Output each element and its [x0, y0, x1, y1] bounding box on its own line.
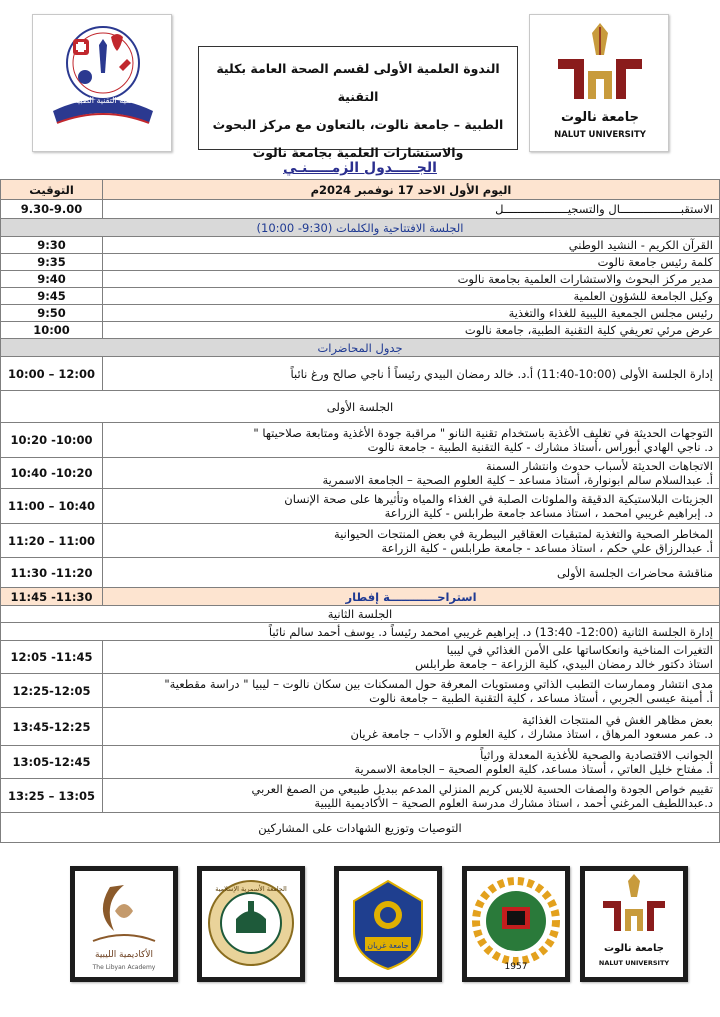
table-row: [1, 524, 720, 558]
break-row: [1, 588, 720, 606]
asmarya-university-label: الجامعة الأسمرية الإسلامية: [215, 885, 287, 893]
table-row: [1, 674, 720, 708]
lecture-title: تقييم خواص الجودة والصفات الحسية للايس كريم المنزلي المدعم ببديل طبيعي من الصمغ العربي: [251, 781, 713, 796]
day-heading: اليوم الأول الاحد 17 نوفمبر 2024م: [103, 180, 720, 200]
lecture-cell: [103, 779, 720, 813]
lecture-title: بعض مظاهر الغش في المنتجات الغذائية: [522, 712, 713, 727]
row-time: 9:45: [1, 288, 103, 305]
lecture-title: الاتجاهات الحديثة لأسباب حدوث وانتشار السمنة: [485, 459, 713, 473]
row-description: مناقشة محاضرات الجلسة الأولى: [103, 558, 720, 588]
left-logo-caption: كلية التقنية الطبية: [73, 96, 133, 105]
section-heading-row: [1, 219, 720, 237]
lecture-title: الجزيئات البلاستيكية الدقيقة والملوثات الصلبة في الغذاء والمياه وتأثيرها على صحة الإنسان: [284, 492, 713, 506]
schedule-title: الجـــــدول الزمـــــنـي: [283, 160, 437, 176]
session-one-label: الجلسة الأولى: [1, 391, 720, 423]
row-description: كلمة رئيس جامعة نالوت: [103, 254, 720, 271]
row-time: 10:40 -10:20: [1, 458, 103, 489]
session-two-chair: إدارة الجلسة الثانية (12:00- 13:40) د. إبراهيم غريبي امحمد رئيساً د. يوسف أحمد سالم نائباً: [1, 623, 720, 641]
nalut-footer-sub: NALUT UNIVERSITY: [598, 959, 670, 967]
lecture-cell: [103, 458, 720, 489]
lecture-speaker: د. إبراهيم غريبي امحمد ، استاذ مساعد جامعة طرابلس - كلية الزراعة: [384, 506, 713, 520]
lecture-title: المخاطر الصحية والتغذية لمتبقيات العقاقير البيطرية في بعض المنتجات الحيوانية: [334, 526, 713, 541]
lecture-speaker: أ. عبدالرزاق علي حكم ، استاذ مساعد - جامعة طرابلس - كلية الزراعة: [381, 540, 713, 555]
table-row: [1, 357, 720, 391]
table-row: [1, 779, 720, 813]
break-label: استراحــــــــــــة إفطار: [103, 588, 720, 606]
row-description: القرآن الكريم - النشيد الوطني: [103, 237, 720, 254]
table-row: [1, 489, 720, 524]
lecture-speaker: أ. مفتاح خليل العاتي ، أستاذ مساعد، كلية العلوم الصحية – الجامعة الاسمرية: [354, 762, 713, 776]
row-time: 11:00 – 10:40: [1, 489, 103, 524]
opening-session-heading: الجلسة الافتتاحية والكلمات (9:30- 10:00): [1, 219, 720, 237]
seminar-title-line-1: الندوة العلمية الأولى لقسم الصحة العامة بكلية التقنية: [216, 61, 500, 104]
lecture-cell: [103, 489, 720, 524]
row-description: عرض مرئي تعريفي كلية التقنية الطبية، جامعة نالوت: [103, 322, 720, 339]
libyan-academy-sub: The Libyan Academy: [92, 964, 156, 971]
row-time: 10:20 -10:00: [1, 423, 103, 458]
lecture-title: التوجهات الحديثة في تغليف الأغذية باستخدام تقنية النانو " مراقبة جودة الأغذية ومتابعة صلاحيتها ": [253, 426, 713, 440]
gharyan-university-label: جامعة غريان: [367, 941, 409, 950]
table-row: [1, 641, 720, 674]
lecture-speaker: د. عمر مسعود المرهاق ، استاذ مشارك ، كلية العلوم و الآداب – جامعة غريان: [350, 726, 713, 741]
row-time: 13:45-12:25: [1, 708, 103, 746]
row-time: 11:30 -11:20: [1, 558, 103, 588]
lecture-speaker: د.عبداللطيف المرغني أحمد ، استاذ مشارك مدرسة العلوم الصحية – الأكاديمية الليبية: [314, 795, 713, 810]
nalut-footer-label: جامعة نالوت: [604, 943, 664, 954]
row-time: 13:25 – 13:05: [1, 779, 103, 813]
session-one-chair: إدارة الجلسة الأولى (10:00-11:40) أ.د. خالد رمضان البيدي رئيساً أ ناجي صالح ورغ نائباً: [103, 357, 720, 391]
row-time: 12:25-12:05: [1, 674, 103, 708]
row-time: 11:45 -11:30: [1, 588, 103, 606]
table-row: [1, 623, 720, 641]
table-row: [1, 391, 720, 423]
table-row: [1, 813, 720, 843]
lecture-title: التغيرات المناخية وانعكاساتها على الأمن الغذائي في ليبيا: [446, 643, 713, 657]
table-row: [1, 305, 720, 322]
lecture-cell: [103, 641, 720, 674]
row-time: 9.30-9.00: [1, 200, 103, 219]
lecture-cell: [103, 524, 720, 558]
libyan-academy-label: الأكاديمية الليبية: [95, 950, 153, 960]
lecture-speaker: أ. أمينة عيسى الجربي ، أستاذ مساعد ، كلية التقنية الطبية – جامعة نالوت: [369, 690, 713, 705]
asmarya-university-logo: [197, 866, 305, 982]
table-row: [1, 271, 720, 288]
right-logo-caption-ar: جامعة نالوت: [561, 110, 639, 125]
schedule-table: [0, 179, 720, 843]
seminar-title-box: [198, 46, 518, 160]
row-time: 9:35: [1, 254, 103, 271]
seminar-title-line-3: والاستشارات العلمية بجامعة نالوت: [252, 145, 464, 160]
row-time: 10:00 – 12:00: [1, 357, 103, 391]
lecture-speaker: استاذ دكتور خالد رمضان البيدي، كلية الزراعة – جامعة طرابلس: [415, 657, 713, 671]
row-time: 9:50: [1, 305, 103, 322]
row-time: 13:05-12:45: [1, 746, 103, 779]
table-row: [1, 237, 720, 254]
table-row: [1, 180, 720, 200]
seal-year: 1957: [504, 962, 528, 972]
row-description: مدير مركز البحوث والاستشارات العلمية بجامعة نالوت: [103, 271, 720, 288]
row-time: 12:05 -11:45: [1, 641, 103, 674]
table-row: [1, 708, 720, 746]
nalut-university-logo-footer: [580, 866, 688, 982]
row-time: 11:20 – 11:00: [1, 524, 103, 558]
lecture-title: مدى انتشار وممارسات التطبب الذاتي ومستويات المعرفة حول المسكنات بين سكان نالوت – ليبيا " دراسة مقطعية": [164, 676, 713, 691]
table-row: [1, 746, 720, 779]
gharyan-university-logo: [334, 866, 442, 982]
table-row: [1, 423, 720, 458]
medical-technology-college-logo: [32, 14, 172, 152]
lecture-cell: [103, 746, 720, 779]
lecture-title: الجوانب الاقتصادية والصحية للأغذية المعدلة وراثياً: [480, 748, 713, 762]
table-row: [1, 558, 720, 588]
row-time: 9:40: [1, 271, 103, 288]
table-row: [1, 200, 720, 219]
section-heading-row: [1, 339, 720, 357]
time-column-heading: التوقيت: [1, 180, 103, 200]
table-row: [1, 288, 720, 305]
row-description: رئيس مجلس الجمعية الليبية للغذاء والتغذية: [103, 305, 720, 322]
row-description: وكيل الجامعة للشؤون العلمية: [103, 288, 720, 305]
partner-logos: [0, 866, 720, 984]
lecture-cell: [103, 423, 720, 458]
header: [0, 14, 720, 160]
session-two-label: الجلسة الثانية: [1, 606, 720, 623]
table-row: [1, 322, 720, 339]
university-seal-logo: [462, 866, 570, 982]
table-row: [1, 458, 720, 489]
table-row: [1, 606, 720, 623]
seminar-title-line-2: الطبية – جامعة نالوت، بالتعاون مع مركز البحوث: [212, 117, 504, 132]
row-time: 10:00: [1, 322, 103, 339]
lecture-cell: [103, 708, 720, 746]
lectures-heading: جدول المحاضرات: [1, 339, 720, 357]
closing-recommendations: التوصيات وتوزيع الشهادات على المشاركين: [1, 813, 720, 843]
lecture-speaker: د. ناجي الهادي أبوراس ،أستاذ مشارك - كلية التقنية الطبية - جامعة نالوت: [367, 440, 713, 454]
lecture-cell: [103, 674, 720, 708]
nalut-university-logo: [529, 14, 669, 152]
row-time: 9:30: [1, 237, 103, 254]
table-row: [1, 254, 720, 271]
libyan-academy-logo: [70, 866, 178, 982]
row-description: الاستقبــــــــــــــــــال والتسجيـــــــــــــــــــل: [103, 200, 720, 219]
lecture-speaker: أ. عبدالسلام سالم ابونوارة، أستاذ مساعد – كلية العلوم الصحية – الجامعة الاسمرية: [322, 473, 713, 487]
right-logo-caption-en: NALUT UNIVERSITY: [554, 130, 646, 140]
